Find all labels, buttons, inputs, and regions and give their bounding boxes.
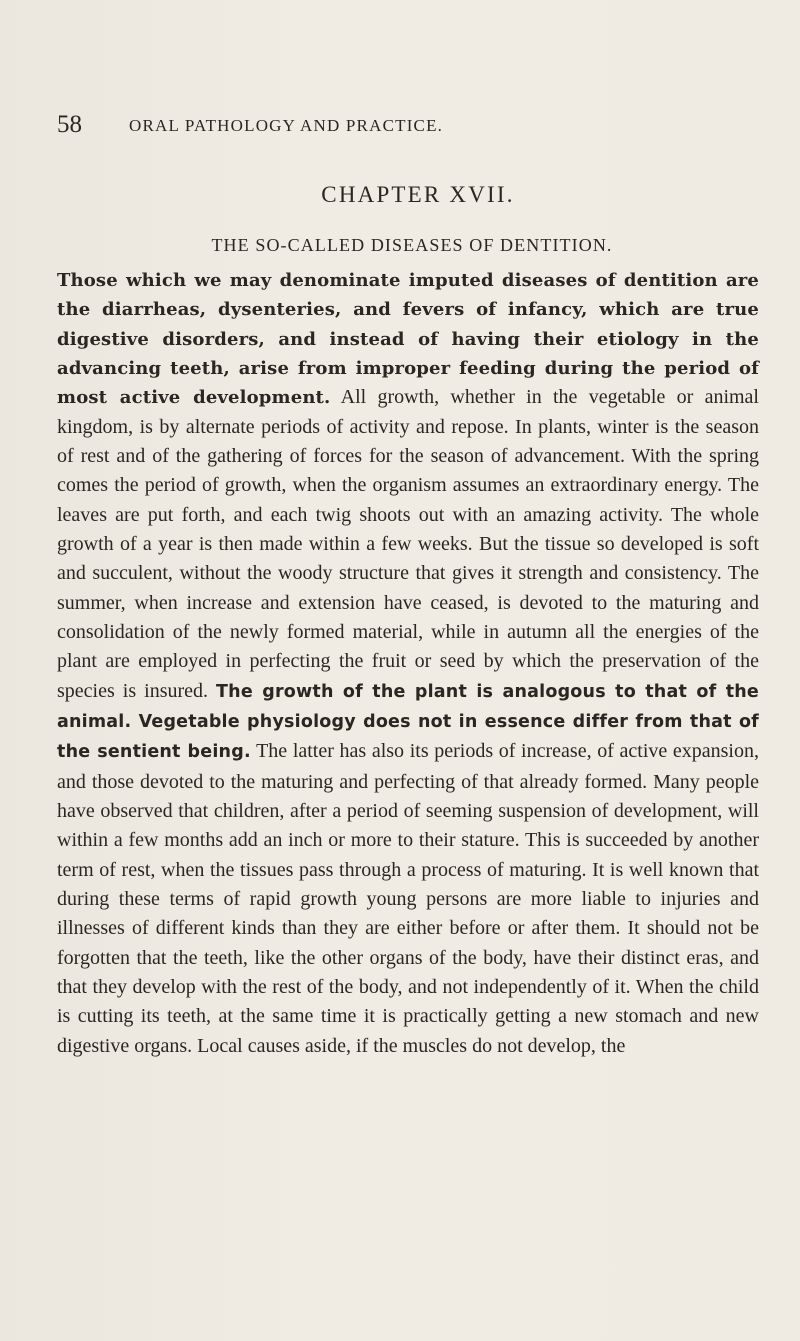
body-text-part-1: All growth, whether in the vegetable or animal kingdom, is by alternate periods of activity and repose. In plants, winter is the season of rest and of the gathering of forces for the season of advancement. With the spring comes the period of growth, when the organism assumes an extraordinary energy. The leaves are put forth, and each twig shoots out with an amazing activity. The whole growth of a year is then made within a few weeks. But the tissue so developed is soft and succulent, without the woody structure that gives it strength and consistency. The summer, when increase and extension have ceased, is devoted to the maturing and consolidation of the newly formed material, while in autumn all the energies of the plant are employed in perfecting the fruit or seed by which the preservation of the species is insured. xyxy=(57,386,759,702)
chapter-subtitle: THE SO-CALLED DISEASES OF DENTITION. xyxy=(211,235,613,255)
page-header xyxy=(57,110,757,144)
running-head: ORAL PATHOLOGY AND PRACTICE. xyxy=(129,116,444,135)
chapter-title: CHAPTER XVII. xyxy=(321,182,515,207)
emphasized-sentence: The growth of the plant is analogous to that of the animal. Vegetable physiology does not in essence differ from that of the sentient being. xyxy=(57,681,759,763)
lead-bold-sentence: Those which we may denominate imputed diseases of dentition are the diarrheas, dysenteries, and fevers of infancy, which are true digestive disorders, and instead of having their etiology in the advancing teeth, arise from improper feeding during the period of most active development. xyxy=(57,270,759,409)
page-number: 58 xyxy=(57,111,82,138)
body-text-part-2: The latter has also its periods of increase, of active expansion, and those devoted to the maturing and perfecting of that already formed. Many people have observed that children, after a period of seeming suspension of development, will within a few months add an inch or more to their stature. This is succeeded by another term of rest, when the tissues pass through a process of maturing. It is well known that during these terms of rapid growth young persons are more liable to injuries and illnesses of different kinds than they are either before or after them. It should not be forgotten that the teeth, like the other organs of the body, have their distinct eras, and that they develop with the rest of the body, and not independently of it. When the child is cutting its teeth, at the same time it is practically getting a new stomach and new digestive organs. Local causes aside, if the muscles do not develop, the xyxy=(57,740,759,1057)
body-paragraph xyxy=(57,266,759,1061)
